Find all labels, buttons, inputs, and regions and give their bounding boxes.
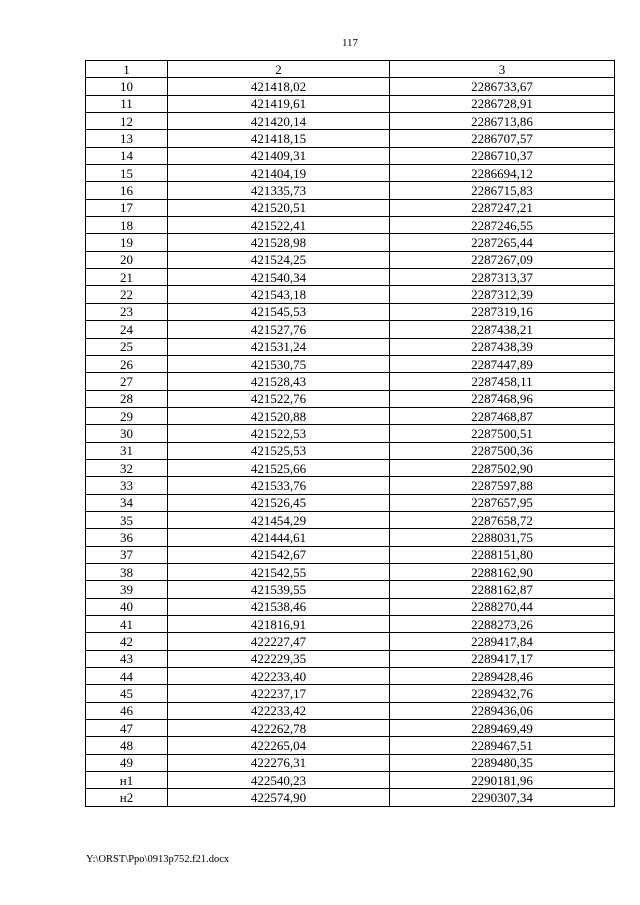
cell-point: 30 [86,425,168,442]
cell-point: н1 [86,772,168,789]
table-row [86,754,615,771]
cell-x: 422233,42 [168,702,390,719]
cell-x: 422233,40 [168,668,390,685]
cell-x: 421404,19 [168,165,390,182]
table-row [86,355,615,372]
cell-x: 421520,51 [168,199,390,216]
cell-x: 422237,17 [168,685,390,702]
table-row [86,321,615,338]
table-row [86,338,615,355]
cell-x: 421528,98 [168,234,390,251]
table-row [86,303,615,320]
cell-point: 27 [86,373,168,390]
cell-point: н2 [86,789,168,806]
cell-x: 421531,24 [168,338,390,355]
cell-y: 2286694,12 [390,165,615,182]
cell-point: 33 [86,477,168,494]
cell-point: 49 [86,754,168,771]
table-row [86,459,615,476]
cell-y: 2288270,44 [390,598,615,615]
cell-y: 2287597,88 [390,477,615,494]
cell-y: 2287247,21 [390,199,615,216]
cell-x: 421522,76 [168,390,390,407]
cell-point: 16 [86,182,168,199]
cell-x: 421542,67 [168,546,390,563]
table-row [86,286,615,303]
table-row [86,668,615,685]
table-body [86,78,615,806]
table-row [86,511,615,528]
cell-y: 2289480,35 [390,754,615,771]
cell-y: 2287468,87 [390,407,615,424]
cell-y: 2290181,96 [390,772,615,789]
cell-x: 421525,53 [168,442,390,459]
column-header-point: 1 [86,61,168,78]
table-row [86,113,615,130]
cell-y: 2288273,26 [390,616,615,633]
cell-point: 48 [86,737,168,754]
cell-y: 2287468,96 [390,390,615,407]
table-row [86,199,615,216]
cell-point: 13 [86,130,168,147]
table-row [86,650,615,667]
table-row [86,616,615,633]
cell-point: 43 [86,650,168,667]
cell-y: 2286707,57 [390,130,615,147]
cell-x: 421816,91 [168,616,390,633]
table-row [86,78,615,95]
cell-x: 421418,15 [168,130,390,147]
cell-x: 422574,90 [168,789,390,806]
cell-y: 2287319,16 [390,303,615,320]
cell-x: 421533,76 [168,477,390,494]
cell-point: 29 [86,407,168,424]
table-row [86,772,615,789]
table-row [86,217,615,234]
cell-point: 40 [86,598,168,615]
table-row [86,425,615,442]
table-row [86,251,615,268]
table-row [86,546,615,563]
cell-y: 2289436,06 [390,702,615,719]
cell-y: 2289469,49 [390,720,615,737]
cell-point: 41 [86,616,168,633]
cell-point: 10 [86,78,168,95]
table-row [86,720,615,737]
cell-point: 44 [86,668,168,685]
cell-y: 2288162,90 [390,563,615,580]
cell-y: 2287438,39 [390,338,615,355]
cell-x: 421419,61 [168,95,390,112]
table-row [86,373,615,390]
cell-y: 2289432,76 [390,685,615,702]
table-row [86,95,615,112]
cell-point: 19 [86,234,168,251]
cell-y: 2287447,89 [390,355,615,372]
cell-x: 421444,61 [168,529,390,546]
cell-y: 2287502,90 [390,459,615,476]
cell-y: 2287658,72 [390,511,615,528]
cell-point: 23 [86,303,168,320]
cell-y: 2286710,37 [390,147,615,164]
cell-x: 422227,47 [168,633,390,650]
page-number: 117 [341,37,359,49]
cell-y: 2286713,86 [390,113,615,130]
cell-x: 421335,73 [168,182,390,199]
cell-x: 421539,55 [168,581,390,598]
table-row [86,269,615,286]
table-row [86,737,615,754]
cell-x: 421542,55 [168,563,390,580]
cell-y: 2287657,95 [390,494,615,511]
cell-y: 2287312,39 [390,286,615,303]
cell-point: 28 [86,390,168,407]
cell-point: 20 [86,251,168,268]
table-row [86,130,615,147]
cell-y: 2289467,51 [390,737,615,754]
cell-x: 422540,23 [168,772,390,789]
cell-point: 11 [86,95,168,112]
table-row [86,477,615,494]
cell-x: 422262,78 [168,720,390,737]
cell-y: 2286715,83 [390,182,615,199]
cell-x: 421409,31 [168,147,390,164]
cell-y: 2287265,44 [390,234,615,251]
table-row [86,165,615,182]
cell-point: 32 [86,459,168,476]
cell-point: 26 [86,355,168,372]
table-row [86,147,615,164]
cell-y: 2290307,34 [390,789,615,806]
cell-point: 14 [86,147,168,164]
cell-y: 2287438,21 [390,321,615,338]
cell-x: 421525,66 [168,459,390,476]
cell-point: 45 [86,685,168,702]
cell-x: 421543,18 [168,286,390,303]
cell-y: 2289417,84 [390,633,615,650]
cell-point: 37 [86,546,168,563]
cell-point: 38 [86,563,168,580]
table-row [86,529,615,546]
cell-point: 17 [86,199,168,216]
cell-x: 421520,88 [168,407,390,424]
cell-x: 421545,53 [168,303,390,320]
table-row [86,390,615,407]
cell-y: 2289417,17 [390,650,615,667]
cell-x: 421522,53 [168,425,390,442]
cell-x: 421526,45 [168,494,390,511]
table-row [86,234,615,251]
table-row [86,182,615,199]
table-header-row [86,61,615,78]
cell-point: 46 [86,702,168,719]
cell-x: 421420,14 [168,113,390,130]
cell-x: 421530,75 [168,355,390,372]
cell-x: 421528,43 [168,373,390,390]
cell-x: 421524,25 [168,251,390,268]
cell-y: 2286733,67 [390,78,615,95]
cell-y: 2287500,51 [390,425,615,442]
cell-point: 31 [86,442,168,459]
cell-y: 2287313,37 [390,269,615,286]
table-row [86,685,615,702]
cell-x: 421540,34 [168,269,390,286]
cell-point: 18 [86,217,168,234]
cell-y: 2288151,80 [390,546,615,563]
cell-x: 422229,35 [168,650,390,667]
cell-x: 421538,46 [168,598,390,615]
cell-x: 421522,41 [168,217,390,234]
cell-x: 421454,29 [168,511,390,528]
cell-y: 2287458,11 [390,373,615,390]
cell-y: 2288162,87 [390,581,615,598]
cell-y: 2289428,46 [390,668,615,685]
cell-point: 42 [86,633,168,650]
cell-x: 421418,02 [168,78,390,95]
cell-x: 422265,04 [168,737,390,754]
table-row [86,598,615,615]
cell-point: 35 [86,511,168,528]
column-header-y: 3 [390,61,615,78]
cell-x: 422276,31 [168,754,390,771]
cell-point: 36 [86,529,168,546]
cell-point: 22 [86,286,168,303]
coordinates-table [85,60,615,807]
footer-file-path: Y:\ORST\Ppo\0913p752.f21.docx [86,854,230,865]
table-row [86,789,615,806]
cell-y: 2287267,09 [390,251,615,268]
table-row [86,633,615,650]
cell-y: 2287500,36 [390,442,615,459]
cell-point: 21 [86,269,168,286]
cell-point: 15 [86,165,168,182]
cell-x: 421527,76 [168,321,390,338]
table-row [86,581,615,598]
cell-point: 34 [86,494,168,511]
table-row [86,494,615,511]
table-row [86,702,615,719]
cell-point: 24 [86,321,168,338]
cell-y: 2286728,91 [390,95,615,112]
cell-point: 47 [86,720,168,737]
cell-y: 2287246,55 [390,217,615,234]
cell-point: 12 [86,113,168,130]
cell-point: 25 [86,338,168,355]
table-row [86,563,615,580]
table-row [86,442,615,459]
column-header-x: 2 [168,61,390,78]
cell-point: 39 [86,581,168,598]
cell-y: 2288031,75 [390,529,615,546]
table-row [86,407,615,424]
